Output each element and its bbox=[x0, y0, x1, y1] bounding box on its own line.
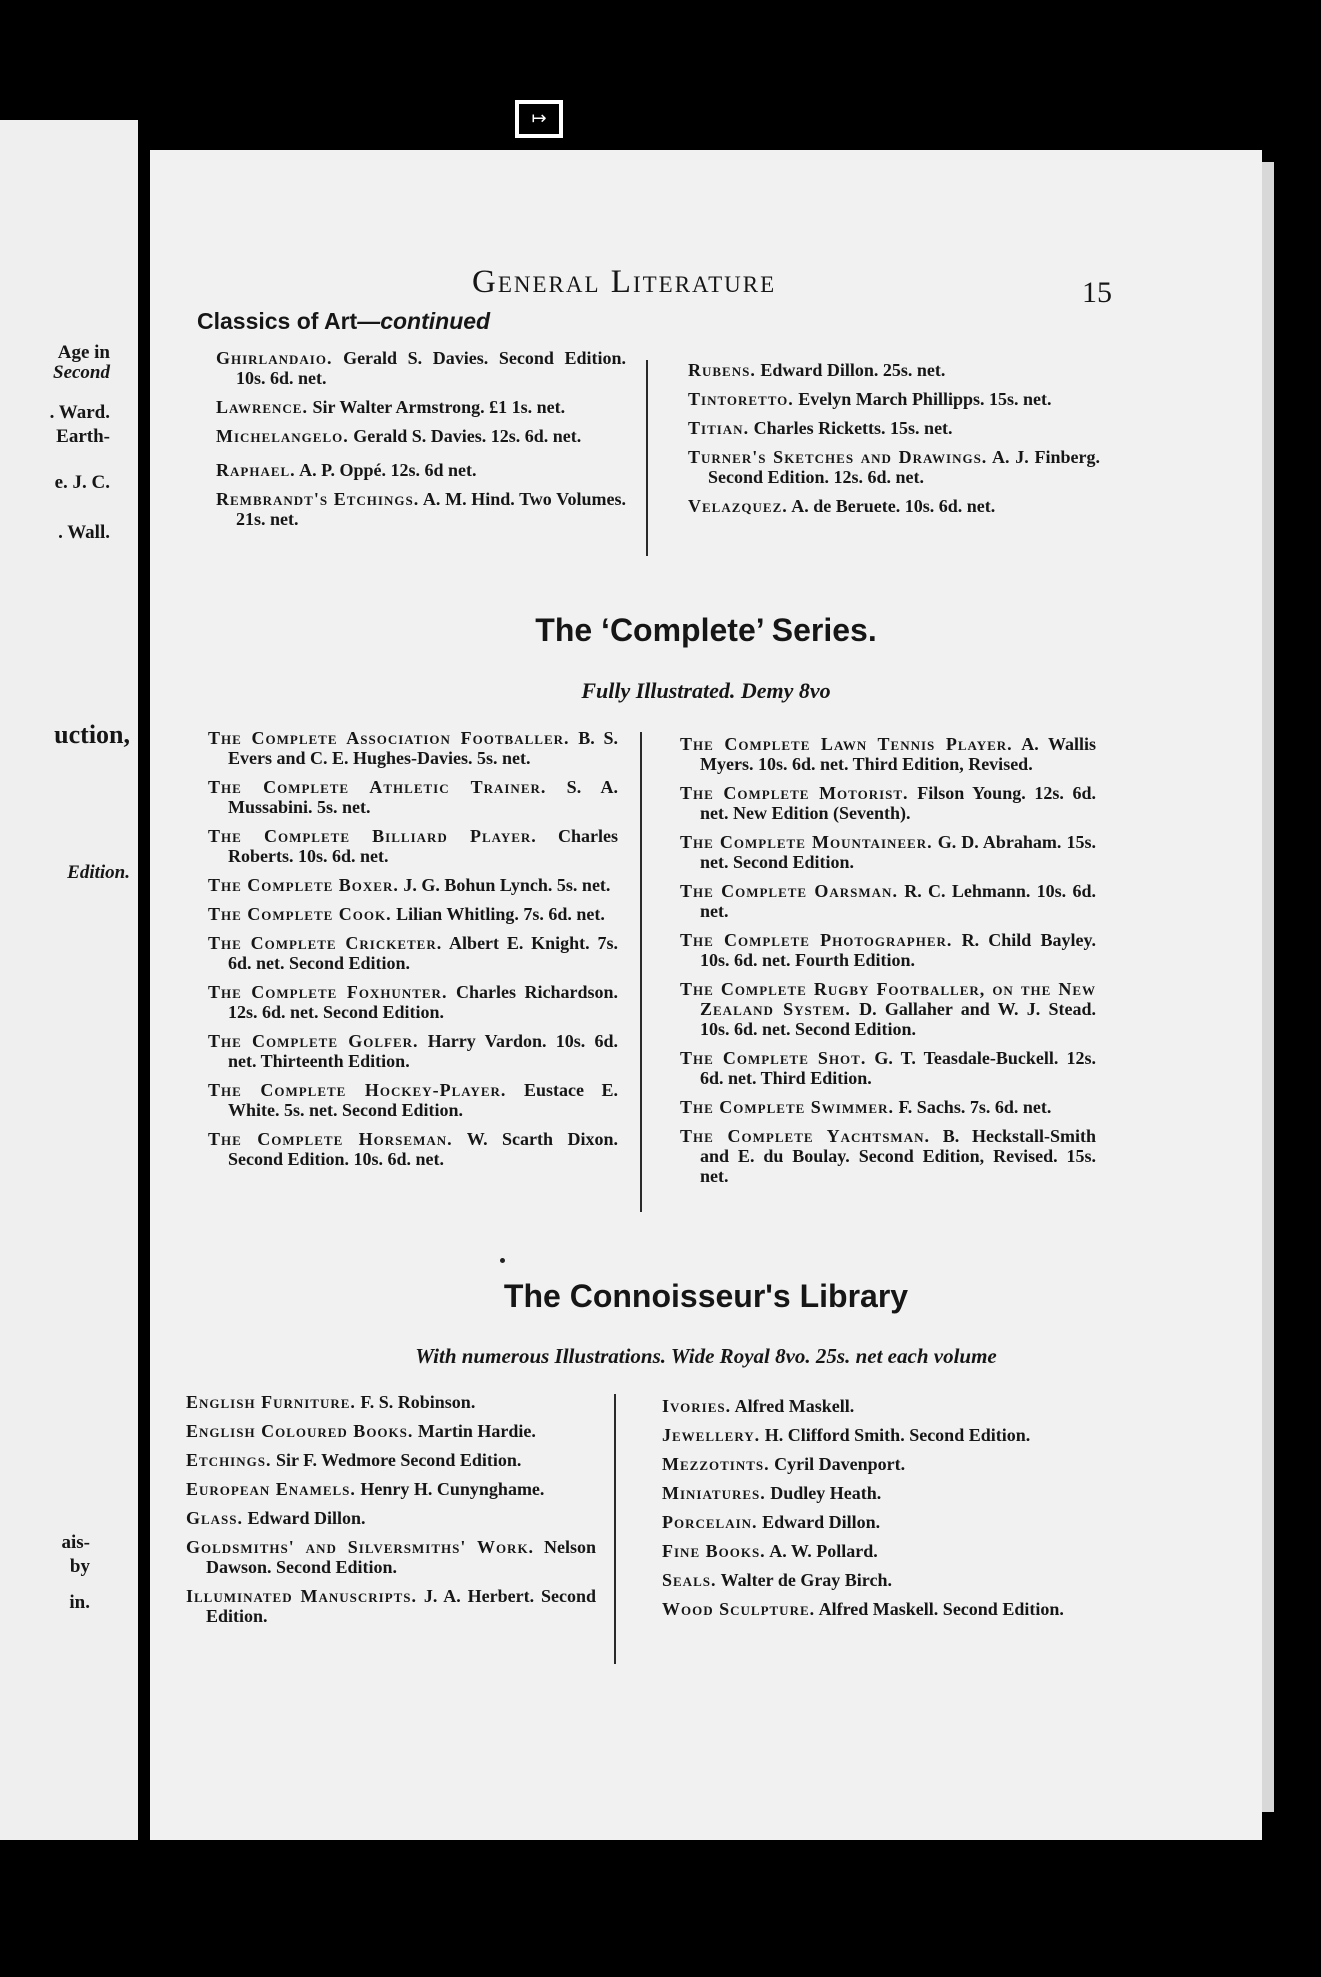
list-item: Rembrandt's Etchings. A. M. Hind. Two Volumes. 21s. net. bbox=[216, 489, 627, 529]
list-item: European Enamels. Henry H. Cunynghame. bbox=[186, 1479, 545, 1499]
list-item: The Complete Association Footballer. B. S. Evers and C. E. Hughes-Davies. 5s. net. bbox=[208, 728, 618, 768]
complete-right-column bbox=[680, 734, 1096, 1195]
list-item: The Complete Horseman. W. Scarth Dixon. Second Edition. 10s. 6d. net. bbox=[208, 1129, 618, 1169]
list-item: The Complete Photographer. R. Child Bayley. 10s. 6d. net. Fourth Edition. bbox=[680, 930, 1097, 970]
facing-page-edge bbox=[0, 120, 140, 1840]
list-item: Wood Sculpture. Alfred Maskell. Second Edition. bbox=[662, 1599, 1064, 1619]
list-item: Michelangelo. Gerald S. Davies. 12s. 6d. net. bbox=[216, 426, 582, 446]
margin-fragment: e. J. C. bbox=[54, 472, 110, 493]
list-item: Rubens. Edward Dillon. 25s. net. bbox=[688, 360, 946, 380]
margin-fragment: . Ward. bbox=[49, 402, 110, 423]
list-item: Velazquez. A. de Beruete. 10s. 6d. net. bbox=[688, 496, 996, 516]
list-item: The Complete Cook. Lilian Whitling. 7s. 6d. net. bbox=[208, 904, 605, 924]
list-item: Fine Books. A. W. Pollard. bbox=[662, 1541, 878, 1561]
list-item: Etchings. Sir F. Wedmore Second Edition. bbox=[186, 1450, 522, 1470]
list-item: Miniatures. Dudley Heath. bbox=[662, 1483, 882, 1503]
running-head bbox=[150, 264, 1262, 309]
margin-fragment: uction, bbox=[54, 720, 130, 749]
list-item: The Complete Billiard Player. Charles Roberts. 10s. 6d. net. bbox=[208, 826, 618, 866]
complete-left-column bbox=[208, 728, 618, 1178]
margin-fragment: Second bbox=[53, 362, 110, 383]
list-item: Ivories. Alfred Maskell. bbox=[662, 1396, 855, 1416]
list-item: The Complete Hockey-Player. Eustace E. White. 5s. net. Second Edition. bbox=[208, 1080, 618, 1120]
column-rule bbox=[646, 360, 648, 556]
list-item: Illuminated Manuscripts. J. A. Herbert. Second Edition. bbox=[186, 1586, 597, 1626]
classics-heading bbox=[197, 308, 490, 335]
list-item: Glass. Edward Dillon. bbox=[186, 1508, 366, 1528]
list-item: The Complete Yachtsman. B. Heckstall-Smith and E. du Boulay. Second Edition, Revised. 15s. net. bbox=[680, 1126, 1096, 1186]
list-item: Ghirlandaio. Gerald S. Davies. Second Edition. 10s. 6d. net. bbox=[216, 348, 626, 388]
list-item: The Complete Mountaineer. G. D. Abraham. 15s. net. Second Edition. bbox=[680, 832, 1096, 872]
page-number: 15 bbox=[1082, 276, 1112, 309]
margin-fragment: Age in bbox=[57, 342, 110, 363]
margin-fragment: ais- bbox=[61, 1532, 90, 1553]
list-item: Tintoretto. Evelyn March Phillipps. 15s. net. bbox=[688, 389, 1052, 409]
page-edge bbox=[1262, 162, 1274, 1812]
classics-label: Classics of Art bbox=[197, 308, 358, 334]
margin-fragment: Earth- bbox=[56, 426, 110, 447]
list-item: Turner's Sketches and Drawings. A. J. Finberg. Second Edition. 12s. 6d. net. bbox=[688, 447, 1100, 487]
classics-right-column bbox=[688, 360, 1100, 525]
list-item: Titian. Charles Ricketts. 15s. net. bbox=[688, 418, 953, 438]
list-item: The Complete Cricketer. Albert E. Knight. 7s. 6d. net. Second Edition. bbox=[208, 933, 618, 973]
list-item: The Complete Lawn Tennis Player. A. Wallis Myers. 10s. 6d. net. Third Edition, Revised. bbox=[680, 734, 1096, 774]
column-rule bbox=[640, 732, 642, 1212]
list-item: The Complete Golfer. Harry Vardon. 10s. 6d. net. Thirteenth Edition. bbox=[208, 1031, 619, 1071]
list-item: Mezzotints. Cyril Davenport. bbox=[662, 1454, 906, 1474]
list-item: The Complete Oarsman. R. C. Lehmann. 10s. 6d. net. bbox=[680, 881, 1096, 921]
running-title: General Literature bbox=[472, 264, 777, 300]
list-item: The Complete Motorist. Filson Young. 12s. 6d. net. New Edition (Seventh). bbox=[680, 783, 1096, 823]
list-item: The Complete Rugby Footballer, on the New Zealand System. D. Gallaher and W. J. Stead. 10s. 6d. net. Second Edition. bbox=[680, 979, 1096, 1039]
list-item: English Coloured Books. Martin Hardie. bbox=[186, 1421, 536, 1441]
stray-mark bbox=[500, 1258, 505, 1263]
margin-fragment: Edition. bbox=[67, 862, 130, 883]
classics-left-column bbox=[216, 348, 626, 538]
list-item: The Complete Swimmer. F. Sachs. 7s. 6d. net. bbox=[680, 1097, 1052, 1117]
margin-fragment: by bbox=[69, 1556, 90, 1577]
list-item: Porcelain. Edward Dillon. bbox=[662, 1512, 881, 1532]
column-rule bbox=[614, 1394, 616, 1664]
list-item: Lawrence. Sir Walter Armstrong. £1 1s. net. bbox=[216, 397, 566, 417]
tab-marker-icon: ↦ bbox=[515, 100, 563, 138]
connoisseur-library-subtitle: With numerous Illustrations. Wide Royal 8vo. 25s. net each volume bbox=[415, 1344, 997, 1368]
list-item: Raphael. A. P. Oppé. 12s. 6d net. bbox=[216, 460, 477, 480]
margin-fragment: in. bbox=[69, 1592, 90, 1613]
connoisseur-library-title: The Connoisseur's Library bbox=[503, 1278, 909, 1314]
complete-series-title: The ‘Complete’ Series. bbox=[535, 612, 877, 648]
list-item: English Furniture. F. S. Robinson. bbox=[186, 1392, 476, 1412]
list-item: Jewellery. H. Clifford Smith. Second Edition. bbox=[662, 1425, 1031, 1445]
list-item: Seals. Walter de Gray Birch. bbox=[662, 1570, 892, 1590]
list-item: Goldsmiths' and Silversmiths' Work. Nelson Dawson. Second Edition. bbox=[186, 1537, 596, 1577]
list-item: The Complete Foxhunter. Charles Richardson. 12s. 6d. net. Second Edition. bbox=[208, 982, 618, 1022]
list-item: The Complete Shot. G. T. Teasdale-Buckell. 12s. 6d. net. Third Edition. bbox=[680, 1048, 1096, 1088]
connoisseur-right-column bbox=[662, 1396, 1080, 1628]
margin-fragment: . Wall. bbox=[58, 522, 110, 543]
connoisseur-left-column bbox=[186, 1392, 596, 1635]
list-item: The Complete Boxer. J. G. Bohun Lynch. 5s. net. bbox=[208, 875, 611, 895]
continued-label: —continued bbox=[357, 308, 491, 334]
list-item: The Complete Athletic Trainer. S. A. Mussabini. 5s. net. bbox=[208, 777, 618, 817]
complete-series-subtitle: Fully Illustrated. Demy 8vo bbox=[581, 678, 831, 703]
